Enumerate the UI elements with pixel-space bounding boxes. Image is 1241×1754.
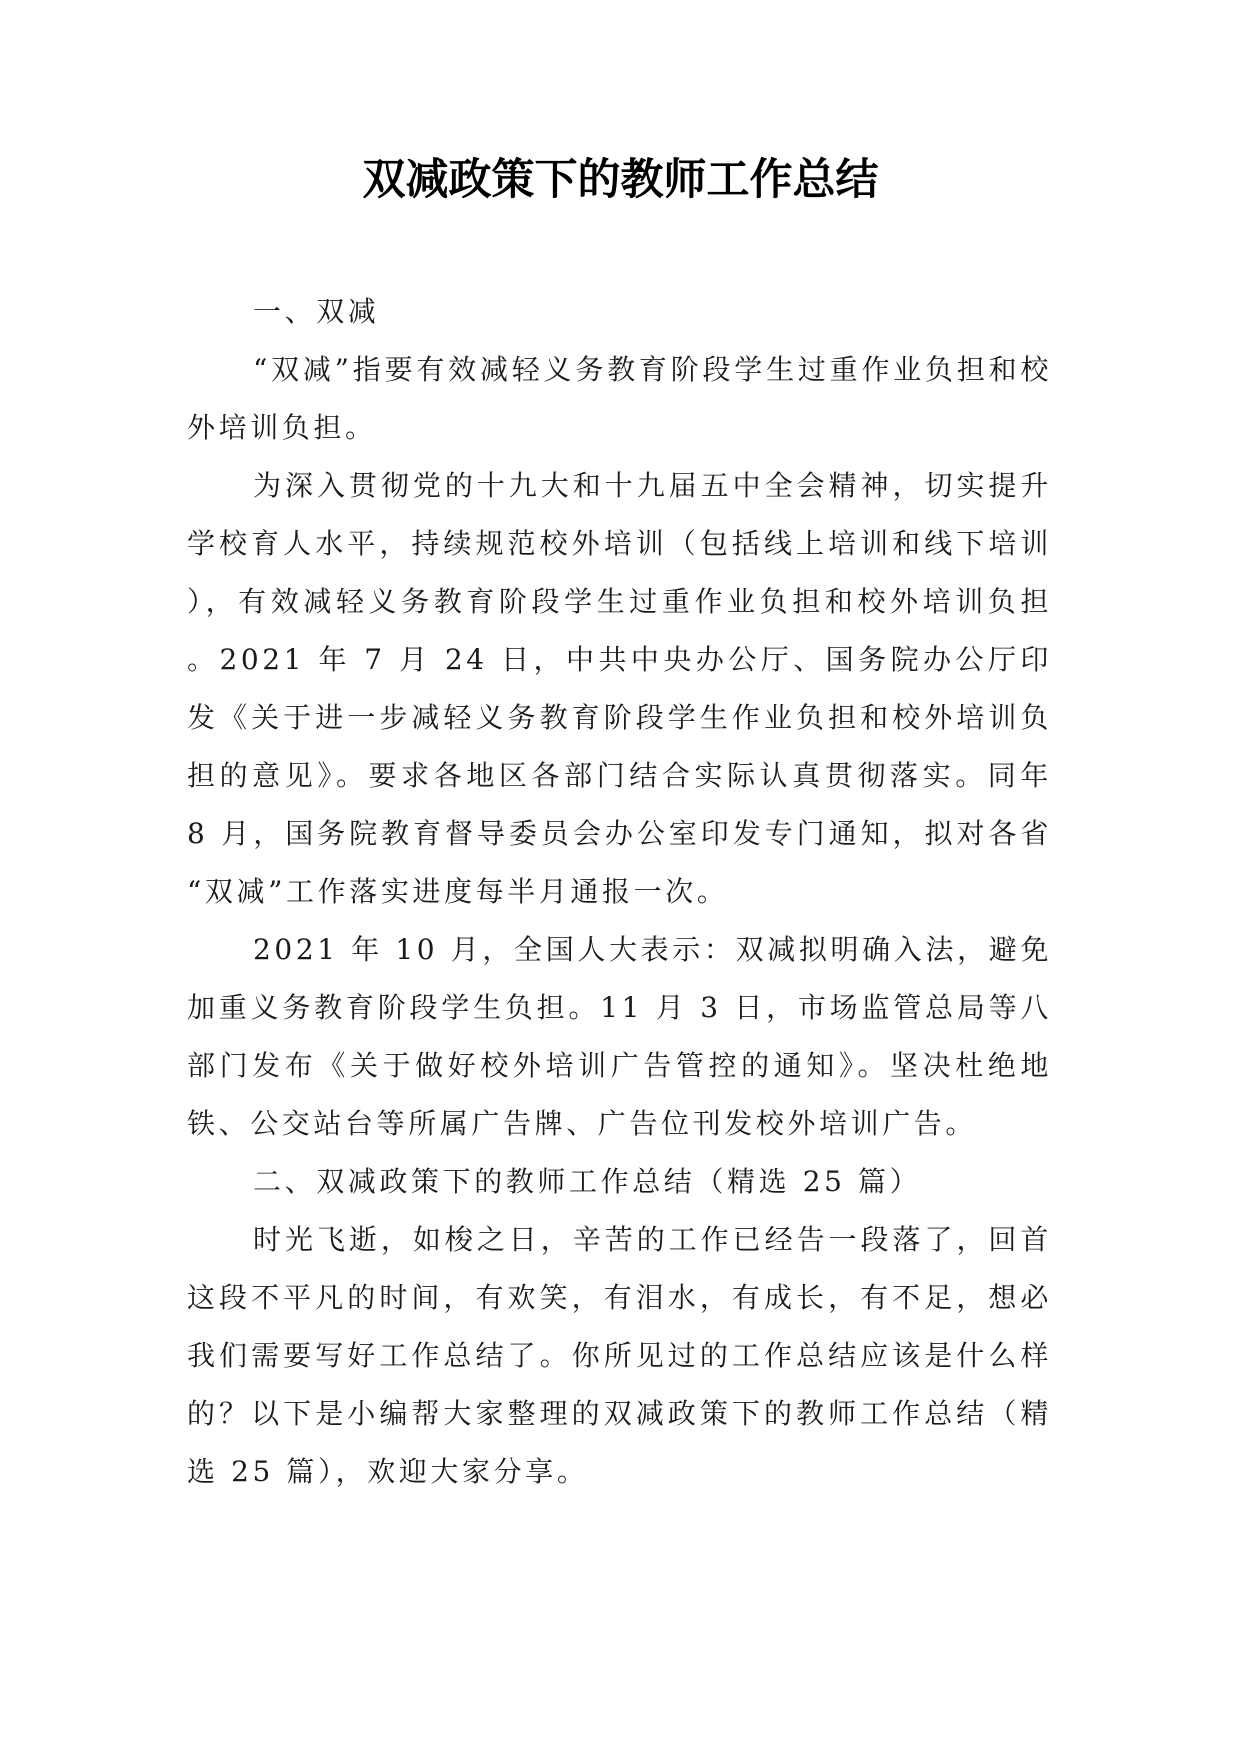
paragraph-definition: “双减”指要有效减轻义务教育阶段学生过重作业负担和校外培训负担。 [187, 353, 1052, 444]
paragraph-intro: 时光飞逝，如梭之日，辛苦的工作已经告一段落了，回首这段不平凡的时间，有欢笑，有泪水，有成长，有不足，想必我们需要写好工作总结了。你所见过的工作总结应该是什么样的？以下是小编帮大家整理的双减政策下的教师工作总结（精选 25 篇），欢迎大家分享。 [187, 1223, 1052, 1488]
paragraph-legislation: 2021 年 10 月，全国人大表示：双减拟明确入法，避免加重义务教育阶段学生负担。11 月 3 日，市场监管总局等八部门发布《关于做好校外培训广告管控的通知》。坚决杜绝地铁、公交站台等所属广告牌、广告位刊发校外培训广告。 [187, 933, 1052, 1140]
document-title: 双减政策下的教师工作总结 [362, 155, 879, 205]
section-heading-1: 一、双减 [253, 295, 380, 328]
section-heading-2: 二、双减政策下的教师工作总结（精选 25 篇） [253, 1165, 922, 1198]
paragraph-background: 为深入贯彻党的十九大和十九届五中全会精神，切实提升学校育人水平，持续规范校外培训（包括线上培训和线下培训），有效减轻义务教育阶段学生过重作业负担和校外培训负担。2021 年 7 月 24 日，中共中央办公厅、国务院办公厅印发《关于进一步减轻义务教育阶段学生作业负担和校外培训负担的意见》。要求各地区各部门结合实际认真贯彻落实。同年 8 月，国务院教育督导委员会办公室印发专门通知，拟对各省“双减”工作落实进度每半月通报一次。 [187, 469, 1052, 908]
document-body [187, 283, 1052, 1501]
